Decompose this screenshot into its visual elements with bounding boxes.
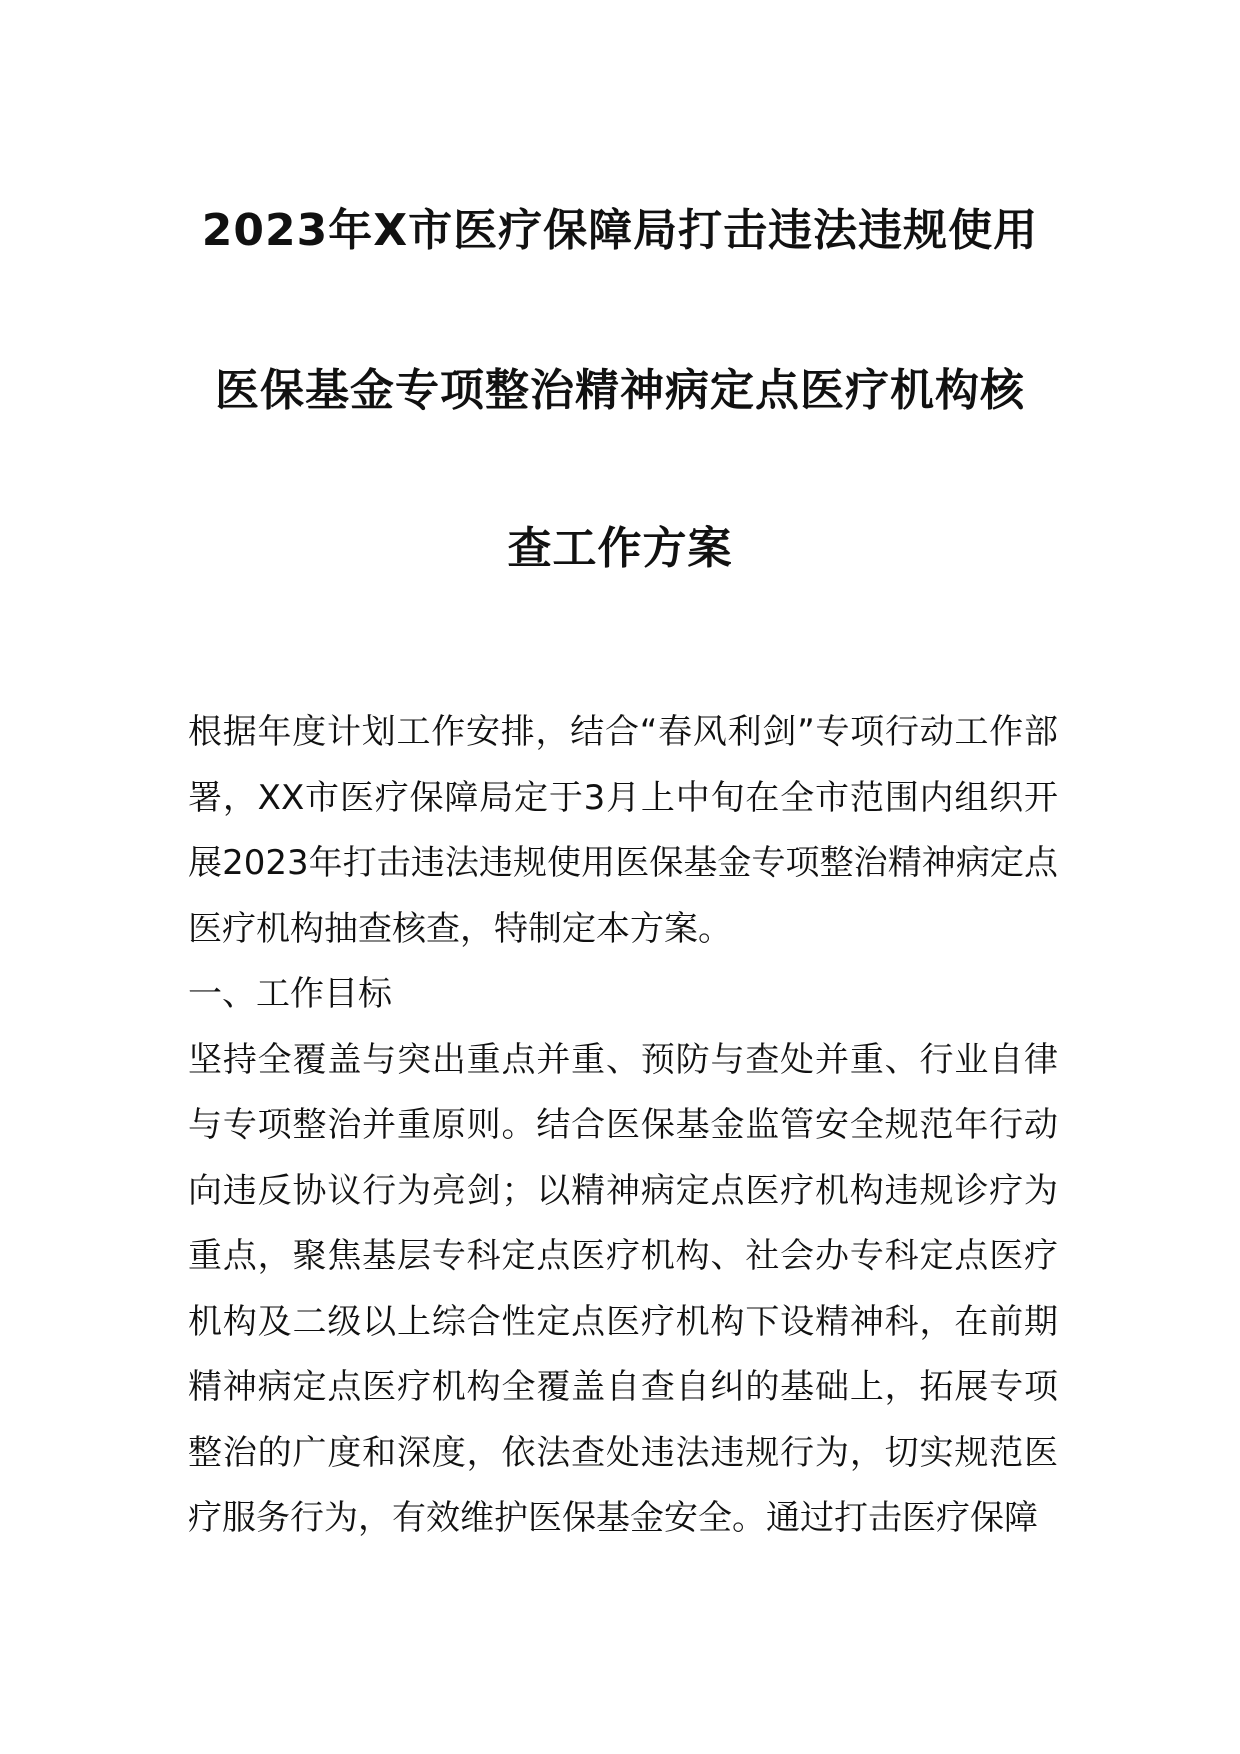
section-1-heading: 一、工作目标 bbox=[188, 974, 392, 1014]
document-title-line-3: 查工作方案 bbox=[507, 523, 733, 574]
document-title-line-2: 医保基金专项整治精神病定点医疗机构核 bbox=[215, 365, 1025, 416]
section-1-paragraph: 坚持全覆盖与突出重点并重、预防与查处并重、行业自律与专项整治并重原则。结合医保基金监管安全规范年行动向违反协议行为亮剑；以精神病定点医疗机构违规诊疗为重点，聚焦基层专科定点医疗机构、社会办专科定点医疗机构及二级以上综合性定点医疗机构下设精神科，在前期精神病定点医疗机构全覆盖自查自纠的基础上，拓展专项整治的广度和深度，依法查处违法违规行为，切实规范医疗服务行为，有效维护医保基金安全。通过打击医疗保障 bbox=[188, 1039, 1058, 1538]
document-body bbox=[188, 700, 1058, 1552]
document-title-line-1: 2023年X市医疗保障局打击违法违规使用 bbox=[201, 205, 1039, 256]
intro-paragraph: 根据年度计划工作安排，结合“春风利剑”专项行动工作部署，XX市医疗保障局定于3月上中旬在全市范围内组织开展2023年打击违法违规使用医保基金专项整治精神病定点医疗机构抽查核查，特制定本方案。 bbox=[188, 712, 1058, 949]
